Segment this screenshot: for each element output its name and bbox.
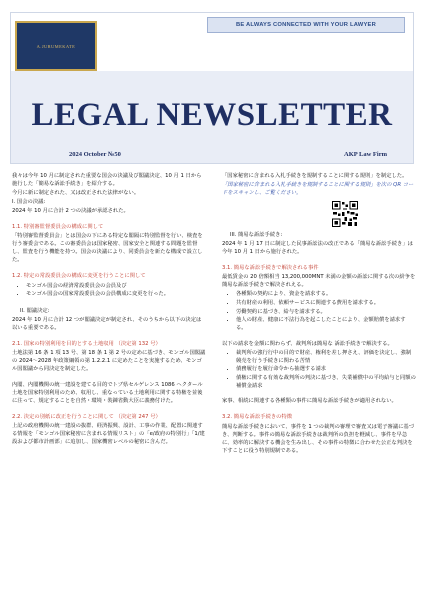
section-2-1-heading: 2.1. 国家の特別利用を目的とする土地収用 （決定第 132 号） (12, 340, 161, 347)
section-3-1-list (236, 290, 416, 332)
section-3-1-text: 最低賃金の 20 倍額相当 13,200,000MNT 未満の金額の訴訟に関する次の紛争を簡易な訴訟手続きで解決されえる。 (222, 274, 416, 289)
header-topbar (11, 13, 413, 71)
slogan-banner: BE ALWAYS CONNECTED WITH YOUR LAWYER (207, 17, 405, 33)
section-3-1-text-2: 以下の請求を金額に関わらず、裁判所は簡易な 訴訟手続きで解決する。 (222, 340, 393, 347)
section-3-heading: III. 簡易な訴訟手続き: (230, 232, 283, 239)
list-item: • 債権に関する有効な裁判所の判決に基づき、失業補償中の平均給与と同額の補償金請求 (236, 374, 416, 390)
qr-instruction: 「国家秘密に含まれる入札手続きを規制することに関する規則」を次の QR コードをスキャンし、ご覧ください。 (222, 182, 414, 197)
intro-paragraph-2: 今月に新に制定された、又は改正された法律がない。 (12, 190, 140, 197)
section-2-2-text: 上記の政府機関の統一建設の抜群、経済振興、設計、工事の作業、配置に関連する情報を「モンゴル国家秘密に含まれる情報リスト」の「e/政府の特別行」「1/建設および都市計画部」に追加し、国家機密レベルの秘密に含んだ。 (12, 423, 205, 446)
section-1-1-heading: 1.1. 特別審監督委員会の構成に関して (12, 224, 104, 231)
qr-code-icon[interactable] (332, 201, 358, 227)
issue-label: 2024 October №50 (69, 151, 121, 158)
section-2-2-heading: 2.2. 決定の別紙に改正を行うことに関して （決定第 247 号） (12, 414, 161, 421)
newsletter-header (10, 12, 414, 164)
list-item: • 裁判所の強行行中の目的で財産、権利を差し押さえ、評価を決定し、強制競売を行う手続きに関わる苦情 (236, 349, 416, 365)
list-item: • 他人の財産、健康に不法行為を起こしたことにより、金額賠償を請求する。 (236, 316, 416, 332)
section-1-2-list (26, 282, 206, 299)
section-2-1-text: 土地法第 16 条 1 項 13 号、第 18 条 1 第 2 号の定めに基づき、モンゴル国閣議の 2024～2028 年政策綱領の第 1.2.2.1 に定めたことを実施するため、モンゴル国閣議から同決定を制定した。 (12, 349, 206, 372)
section-1-text: 2024 年 10 月に合計 2 つの決議が承認された。 (12, 208, 129, 215)
section-3-1-text-3: 家事、相続に関連する各種類の事件に簡易な訴訟手続きが適用されない。 (222, 398, 397, 405)
section-3-1-heading: 3.1. 簡易な訴訟手続きで解決される事件 (222, 265, 319, 272)
newsletter-title: LEGAL NEWSLETTER (31, 97, 393, 133)
firm-name: AKP Law Firm (344, 151, 387, 158)
list-item: • モンゴル国会の国家常設委員会の会員構成に変更を行った。 (26, 290, 206, 298)
section-2-text: 2024 年 10 月に合計 12 つが閣議決定が制定され、そのうちから以下の決定は以いる重要である。 (12, 316, 202, 331)
section-1-2-heading: 1.2. 特定の常設委員会の構成に変更を行うことに関して (12, 273, 146, 280)
list-item: • モンゴル国会の経済常設委員会の会員及び (26, 282, 206, 290)
intro-paragraph: 我々は今年 10 月に制定された重要な国会の決議及び閣議決定、10 月 1 日から施行した「簡易な訴訟手続き」を紹介する。 (12, 173, 202, 188)
list-item: • 労働契約に基づき、給与を請求する。 (236, 308, 416, 316)
left-column (12, 172, 206, 447)
section-2-heading: II. 閣議決定: (20, 307, 50, 314)
section-3-text: 2024 年 1 月 17 日に制定した民事訴訟法の改正である「簡易な訴訟手続き」は今年 10 月 1 日から施行された。 (222, 241, 413, 256)
list-item: • 各種類の契約により、資金を請求する。 (236, 290, 416, 298)
list-item: • 共有財産の利用、依頼サービスに関連する費用を請求する。 (236, 299, 416, 307)
right-column (222, 172, 416, 456)
section-1-heading: I. 国会の決議: (12, 199, 46, 206)
section-3-2-text: 簡易な訴訟手続きにおいて、事件を 1 つの裁判の審理で審査又は電子審議に基づき、判断する。事件の簡易な訴訟手続きは裁判所の負担を軽減し、事件を早急に、効率的に解決する機会を生み出し、その事件の特徴に合わせた公正な判決を下すことに役う特別規制である。 (222, 423, 415, 454)
section-3-2-heading: 3.2. 簡易な訴訟手続きの特徴 (222, 414, 293, 421)
continued-text: 「国家秘密に含まれる入札手続きを規制することに関する規則」を制定した。 (222, 173, 408, 179)
section-3-1-list-2 (236, 349, 416, 390)
list-item: • 債務履行を履行命令から抽選する請求 (236, 365, 416, 373)
section-2-1-text-2: 内閣、内閣機関の統一建設を建てる目的でトブ県セルゲレンス 1086 ヘクタール土地を国家特別利用のため、収用し、重なっている土地利用に関する特権を並後に注って、規定することを自然・環境・裝錬省動大臣に義務付けた。 (12, 381, 203, 405)
section-1-1-text: 「特別審監督委員会」とは国会の下にある特定な閣隔に特別監督を行い、検査を行う審委会である。この審委員会は国家秘密、国家安全と関連する問題を監督し、監査を行う機能を持つ。国会の決議により、同委員会を新たな構成で設立した。 (12, 233, 203, 264)
firm-logo: A.JURUMEKATE (15, 21, 97, 71)
